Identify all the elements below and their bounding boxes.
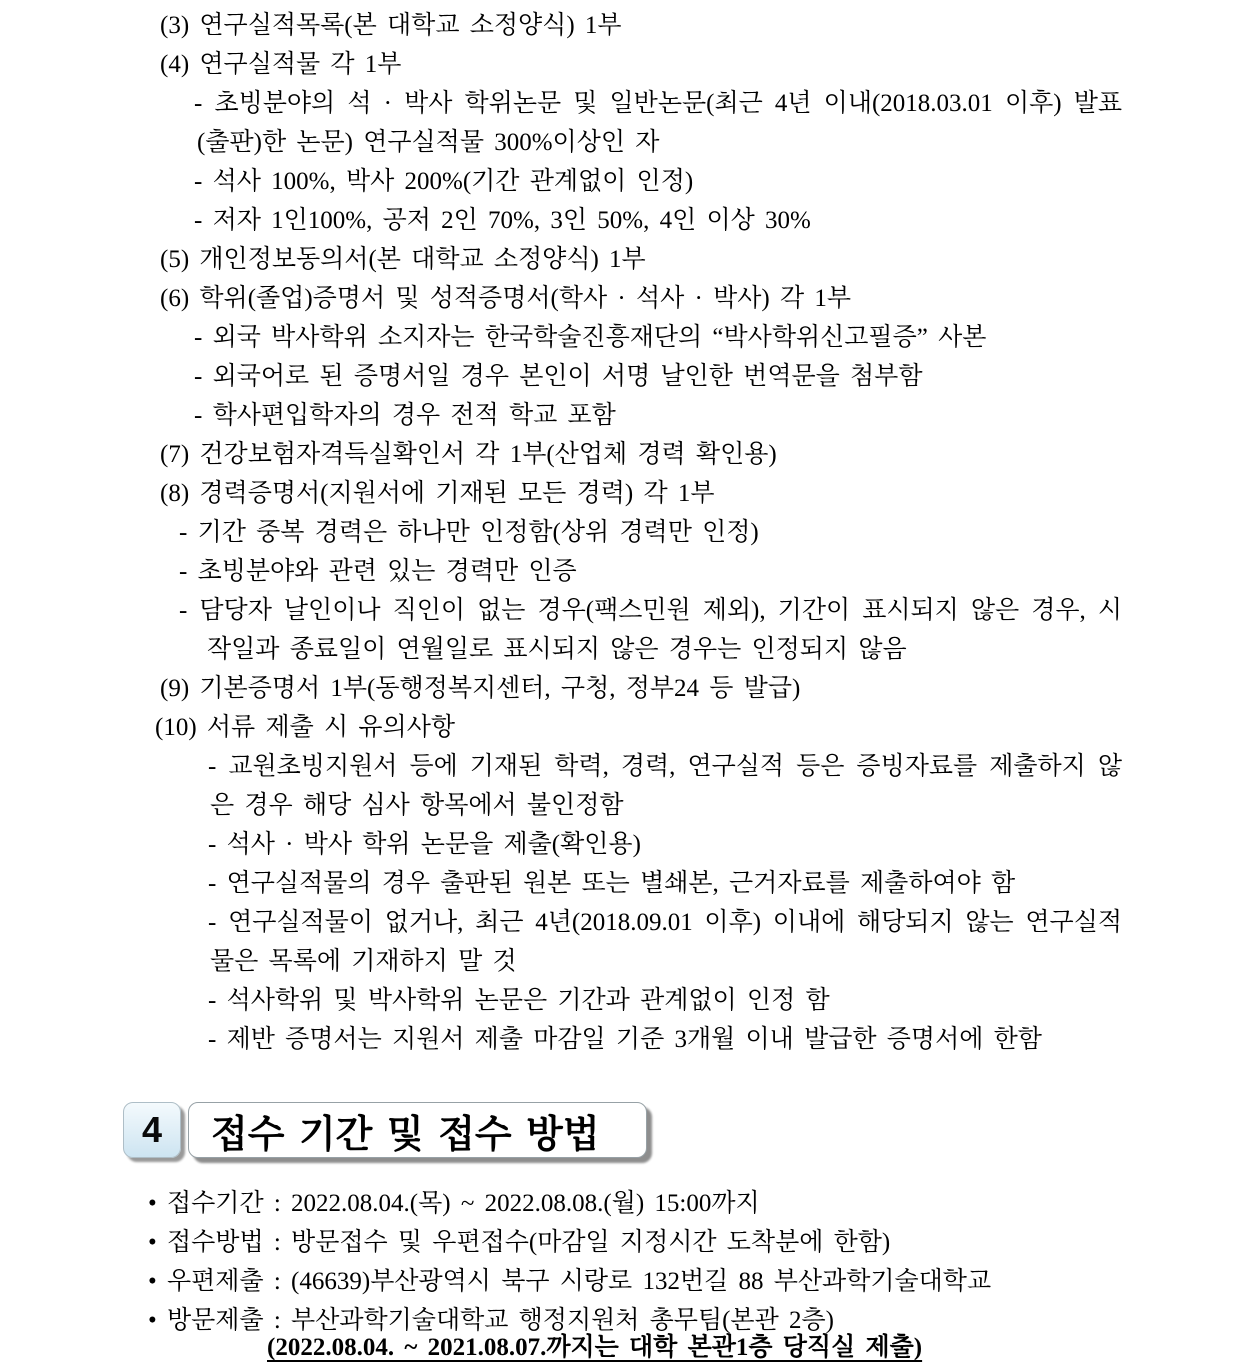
doc-line: - 교원초빙지원서 등에 기재된 학력, 경력, 연구실적 등은 증빙자료를 제출하지 않은 경우 해당 심사 항목에서 불인정함: [208, 753, 1122, 819]
doc-line: - 외국어로 된 증명서일 경우 본인이 서명 날인한 번역문을 첨부함: [194, 363, 923, 390]
doc-line: (4) 연구실적물 각 1부: [160, 51, 402, 78]
doc-line: (10) 서류 제출 시 유의사항: [155, 714, 456, 741]
doc-line: (8) 경력증명서(지원서에 기재된 모든 경력) 각 1부: [160, 480, 715, 507]
doc-line: - 초빙분야와 관련 있는 경력만 인증: [179, 558, 577, 585]
doc-line: - 연구실적물이 없거나, 최근 4년(2018.09.01 이후) 이내에 해당되지 않는 연구실적물은 목록에 기재하지 말 것: [208, 909, 1122, 975]
doc-line: (6) 학위(졸업)증명서 및 성적증명서(학사 · 석사 · 박사) 각 1부: [160, 285, 852, 312]
section-4-header: [123, 1102, 1240, 1160]
doc-line: (7) 건강보험자격득실확인서 각 1부(산업체 경력 확인용): [160, 441, 777, 468]
doc-line: - 학사편입학자의 경우 전적 학교 포함: [194, 402, 616, 429]
doc-line: - 석사학위 및 박사학위 논문은 기간과 관계없이 인정 함: [208, 987, 830, 1014]
doc-line: - 제반 증명서는 지원서 제출 마감일 기준 3개월 이내 발급한 증명서에 한함: [208, 1026, 1042, 1053]
reception-line: • 접수기간 : 2022.08.04.(목) ~ 2022.08.08.(월) 15:00까지: [148, 1190, 760, 1217]
reception-line: • 접수방법 : 방문접수 및 우편접수(마감일 지정시간 도착분에 한함): [148, 1229, 891, 1256]
reception-line: • 방문제출 : 부산과학기술대학교 행정지원처 총무팀(본관 2층): [148, 1307, 834, 1334]
reception-section: [0, 1184, 1160, 1365]
section-title: 접수 기간 및 접수 방법: [211, 1113, 600, 1156]
reception-line: (2022.08.04. ~ 2021.08.07.까지는 대학 본관1층 당직실 제출): [267, 1334, 923, 1361]
doc-line: (9) 기본증명서 1부(동행정복지센터, 구청, 정부24 등 발급): [160, 675, 801, 702]
reception-line: • 우편제출 : (46639)부산광역시 북구 시랑로 132번길 88 부산과학기술대학교: [148, 1268, 992, 1295]
doc-line: - 담당자 날인이나 직인이 없는 경우(팩스민원 제외), 기간이 표시되지 않은 경우, 시작일과 종료일이 연월일로 표시되지 않은 경우는 인정되지 않음: [179, 597, 1122, 663]
section-number: 4: [141, 1109, 163, 1150]
doc-line: - 외국 박사학위 소지자는 한국학술진흥재단의 “박사학위신고필증” 사본: [194, 324, 987, 351]
doc-line: - 석사 100%, 박사 200%(기간 관계없이 인정): [194, 168, 694, 195]
doc-line: - 초빙분야의 석 · 박사 학위논문 및 일반논문(최근 4년 이내(2018.03.01 이후) 발표(출판)한 논문) 연구실적물 300%이상인 자: [194, 90, 1122, 156]
doc-line: (3) 연구실적목록(본 대학교 소정양식) 1부: [160, 12, 622, 39]
section-number-badge: [123, 1102, 181, 1158]
doc-line: - 기간 중복 경력은 하나만 인정함(상위 경력만 인정): [179, 519, 759, 546]
doc-line: - 저자 1인100%, 공저 2인 70%, 3인 50%, 4인 이상 30%: [194, 207, 811, 234]
section-title-box: [188, 1102, 647, 1158]
doc-line: - 연구실적물의 경우 출판된 원본 또는 별쇄본, 근거자료를 제출하여야 함: [208, 870, 1016, 897]
doc-line: - 석사 · 박사 학위 논문을 제출(확인용): [208, 831, 641, 858]
doc-line: (5) 개인정보동의서(본 대학교 소정양식) 1부: [160, 246, 646, 273]
